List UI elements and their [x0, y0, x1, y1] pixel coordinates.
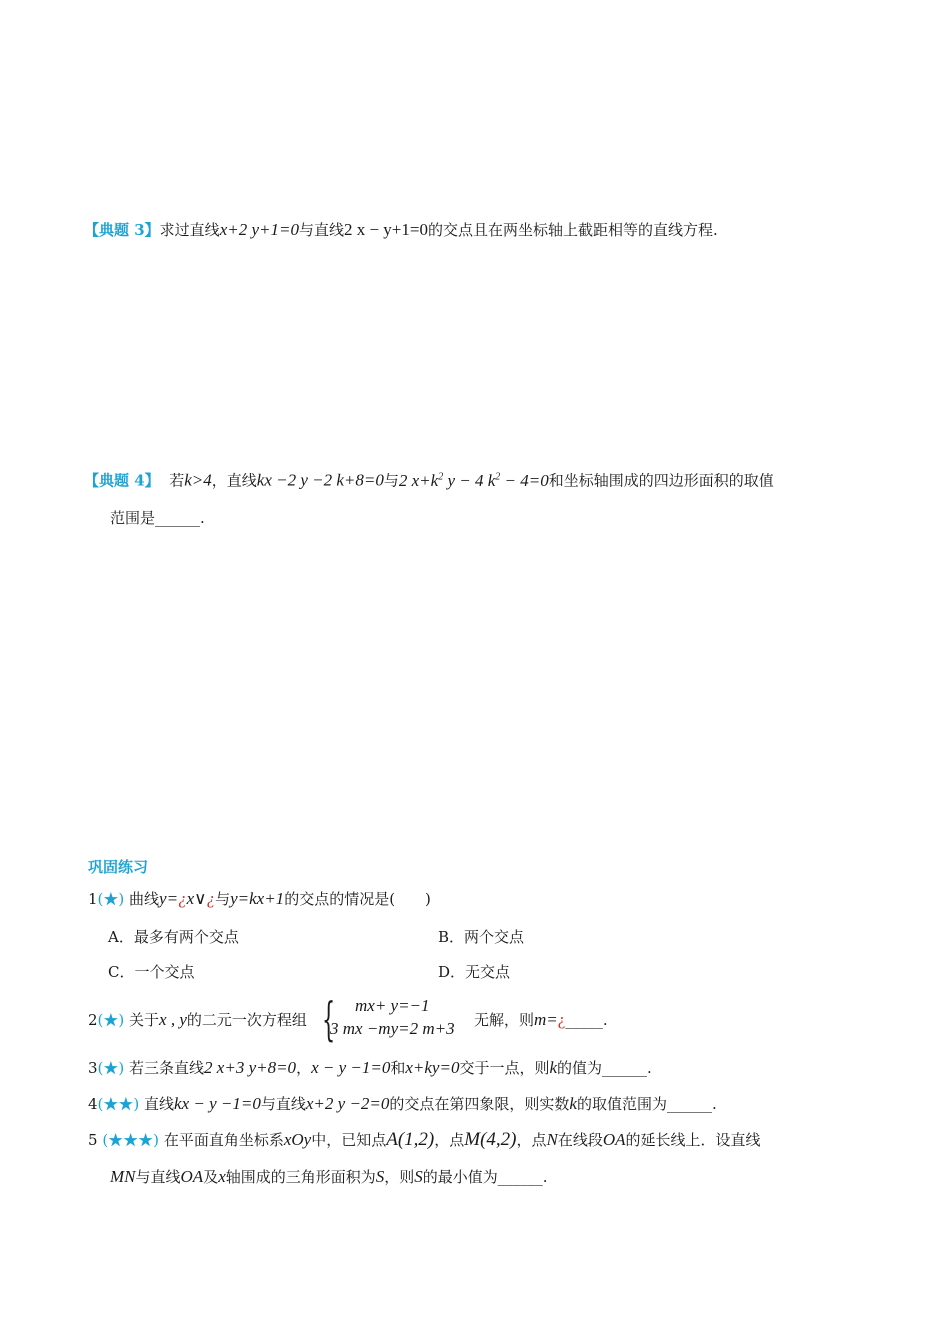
q5-line2: MN与直线OA及x轴围成的三角形面积为S，则S的最小值为______. — [110, 1167, 548, 1186]
example4-question: 【典题 4】 若k>4，直线kx −2 y −2 k+8=0与2 $x+k^2$ y − 4 $k^2 - 4=0$和坐标轴围成的四边形面积的取值 — [84, 470, 774, 490]
equation: x+2 y+1=0 — [219, 220, 299, 239]
difficulty-stars: (★) — [97, 1011, 125, 1029]
q1-option-d[interactable]: D．无交点 — [438, 963, 511, 981]
example4-question-line2: 范围是______. — [110, 509, 205, 527]
example3-question: 【典题 3】求过直线x+2 y+1=0与直线2 x − y+1=0的交点且在两坐标轴上截距相等的直线方程. — [84, 220, 718, 239]
q4: 4(★★) 直线kx − y −1=0与直线x+2 y −2=0的交点在第四象限，则实数k的取值范围为______. — [88, 1094, 717, 1113]
equation: x+ky=0 — [405, 1058, 460, 1077]
left-brace-icon: { — [322, 992, 336, 1046]
section-heading: 巩固练习 — [88, 858, 149, 876]
equation: m= — [534, 1010, 558, 1029]
equation: 2 $x+k^2$ y − 4 $k^2 - 4=0$ — [398, 470, 549, 490]
q3: 3(★) 若三条直线2 x+3 y+8=0，x − y −1=0和x+ky=0交于一点，则k的值为______. — [88, 1058, 652, 1077]
point-m: M(4,2) — [464, 1129, 517, 1150]
answer-blank: _____. — [565, 1011, 608, 1029]
equation: x+2 y −2=0 — [305, 1094, 390, 1113]
example-tag: 【典题 3】 — [84, 221, 160, 239]
q1-option-c[interactable]: C．一个交点 — [108, 963, 195, 981]
system-row-1: mx+ y=−1 — [355, 996, 430, 1015]
equation: 2 x+3 y+8=0 — [204, 1058, 297, 1077]
q1-option-a[interactable]: A．最多有两个交点 — [108, 928, 239, 946]
equation: kx −2 y −2 k+8=0 — [256, 470, 384, 490]
equation: y=¿x∨¿ — [159, 889, 216, 908]
q1-option-b[interactable]: B．两个交点 — [438, 928, 525, 946]
example-tag: 【典题 4】 — [84, 471, 160, 490]
condition: k>4 — [184, 470, 212, 490]
difficulty-stars: (★) — [97, 890, 125, 908]
difficulty-stars: (★) — [97, 1059, 125, 1077]
equation-system — [322, 992, 472, 1046]
difficulty-stars: (★★★) — [102, 1131, 160, 1149]
q5: 5 (★★★) 在平面直角坐标系xOy中，已知点A(1,2)，点M(4,2)，点N在线段OA的延长线上．设直线 — [88, 1129, 761, 1150]
equation: y=kx+1 — [230, 889, 285, 908]
equation: x − y −1=0 — [311, 1058, 391, 1077]
q2: 2(★) 关于x , y的二元一次方程组 — [88, 1010, 307, 1029]
q2-tail: 无解，则m=¿_____. — [474, 1010, 608, 1029]
difficulty-stars: (★★) — [97, 1095, 140, 1113]
equation: kx − y −1=0 — [174, 1094, 261, 1113]
point-a: A(1,2) — [386, 1129, 435, 1150]
system-row-2: 3 mx −my=2 m+3 — [330, 1019, 455, 1038]
variables: x , y — [159, 1010, 187, 1029]
equation: 2 x − y+1=0 — [343, 220, 428, 239]
q1: 1(★) 曲线y=¿x∨¿与y=kx+1的交点的情况是( ) — [88, 889, 431, 908]
